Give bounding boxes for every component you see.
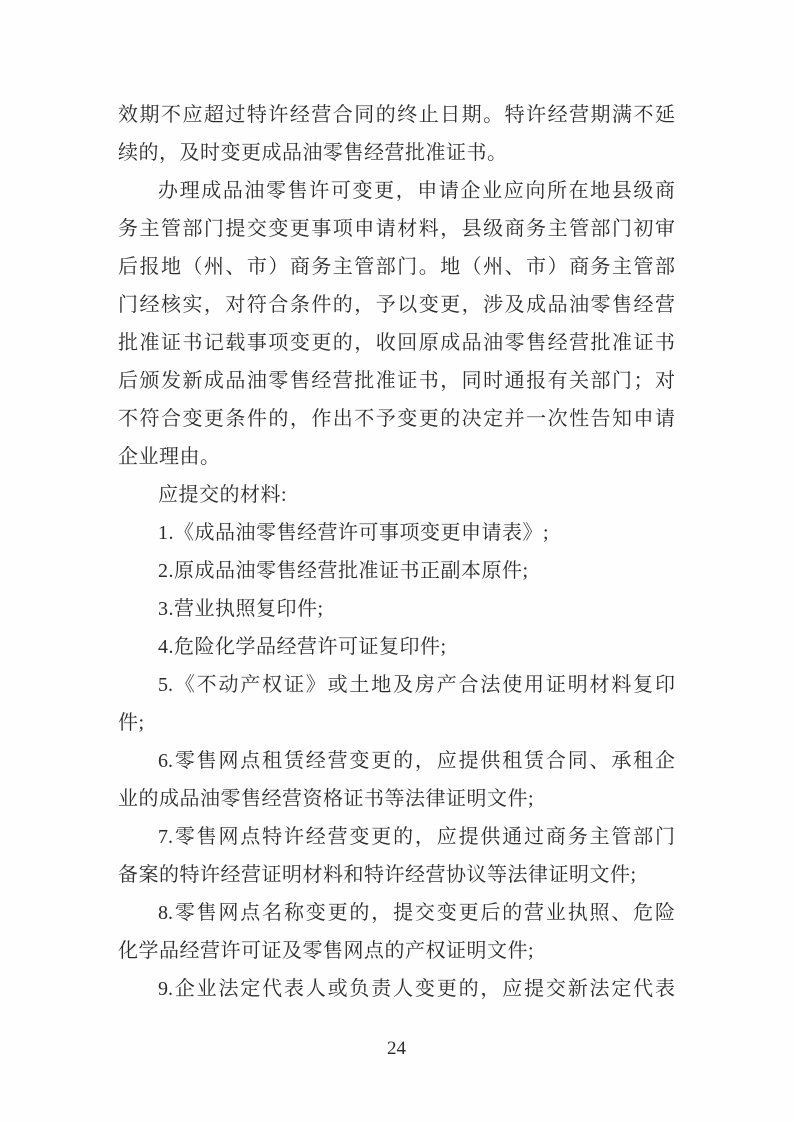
- text-line: 后报地（州、市）商务主管部门。地（州、市）商务主管部: [118, 256, 675, 278]
- text-line: 1.《成品油零售经营许可事项变更申请表》;: [158, 522, 550, 544]
- text-line: 7.零售网点特许经营变更的，应提供通过商务主管部门: [158, 826, 675, 848]
- text-line: 3.营业执照复印件;: [158, 598, 324, 620]
- text-line: 5.《不动产权证》或土地及房产合法使用证明材料复印: [158, 674, 675, 696]
- text-line: 务主管部门提交变更事项申请材料，县级商务主管部门初审: [118, 218, 675, 240]
- text-line: 4.危险化学品经营许可证复印件;: [158, 636, 447, 658]
- text-line: 应提交的材料:: [158, 484, 288, 506]
- page-number: 24: [387, 1038, 406, 1059]
- text-line: 8.零售网点名称变更的，提交变更后的营业执照、危险: [158, 902, 675, 924]
- text-line: 批准证书记载事项变更的，收回原成品油零售经营批准证书: [118, 332, 675, 354]
- text-line: 续的，及时变更成品油零售经营批准证书。: [118, 142, 508, 164]
- text-line: 9.企业法定代表人或负责人变更的，应提交新法定代表: [158, 978, 675, 1000]
- text-line: 企业理由。: [118, 446, 221, 468]
- text-line: 后颁发新成品油零售经营批准证书，同时通报有关部门；对: [118, 370, 675, 392]
- text-line: 效期不应超过特许经营合同的终止日期。特许经营期满不延: [118, 104, 675, 126]
- text-body: [118, 96, 675, 1008]
- text-line: 备案的特许经营证明材料和特许经营协议等法律证明文件;: [118, 864, 637, 886]
- text-line: 2.原成品油零售经营批准证书正副本原件;: [158, 560, 529, 582]
- text-line: 不符合变更条件的，作出不予变更的决定并一次性告知申请: [118, 408, 675, 430]
- text-line: 业的成品油零售经营资格证书等法律证明文件;: [118, 788, 535, 810]
- text-line: 门经核实，对符合条件的，予以变更，涉及成品油零售经营: [118, 294, 675, 316]
- text-line: 化学品经营许可证及零售网点的产权证明文件;: [118, 940, 535, 962]
- text-line: 办理成品油零售许可变更，申请企业应向所在地县级商: [158, 180, 675, 202]
- text-line: 6.零售网点租赁经营变更的，应提供租赁合同、承租企: [158, 750, 675, 772]
- text-line: 件;: [118, 712, 145, 734]
